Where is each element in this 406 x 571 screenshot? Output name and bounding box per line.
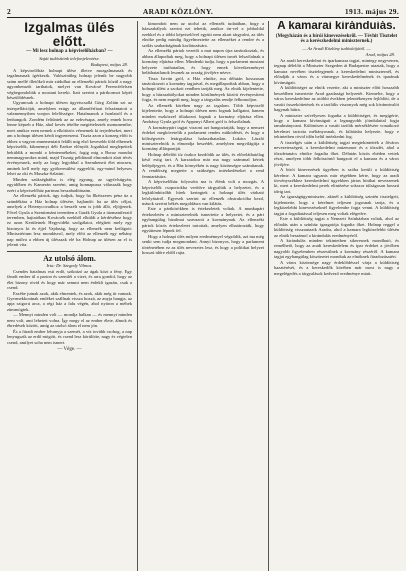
article-paragraph: Este a küldöttség tagjai a Nemzeti Színházban voltak, ahol az előadás után a színház igazgatója fogadta őket. Holnap reggel a küldöttség visszautazik Aradra, ahol a kamara legközelebbi ülésén az elnök beszámol a kirándulás eredményéről. <box>274 216 399 238</box>
article-paragraph: A kormánypárt tagjai viszont azt hangoztatják, hogy a nemzet érdekei megkövetelik a parlament rendes működését, és hogy a költségvetés letárgyalása halaszthatatlan. Lukács László miniszterelnök is elmondja beszédét, amelyben megvilágítja a kormány álláspontját. <box>141 124 265 152</box>
article-paragraph: A kirándulás minden tekintetben sikeresnek mondható, és remélhető, hogy az aradi kereskedelem és ipar érdekei a jövőben nagyobb figyelemben részesülnek a kormány részéről. A kamara tagjai egyhangúlag köszönetet mondtak az elnöknek fáradozásaiért. <box>274 237 399 260</box>
article-title: A kamarai kiránduiás. <box>277 21 396 32</box>
article-paragraph: A miniszter szívélyesen fogadta a küldöttséget, és megígérte, hogy a kamara kívánságait a legnagyobb jóindulattal fogja tanulmányozni. Különösen a vasúti tarifák mérséklésére vonatkozó kérelmet tartotta méltányosnak, és kilátásba helyezte, hogy e tekintetben rövid időn belül intézkedni fog. <box>274 112 399 140</box>
article-dateline: Budapest, május 28. <box>90 61 128 67</box>
feuilleton-paragraph: Csendes hatalmas esti erdő, szikrázó az ágak közt a fény. Egy fáradt ember ül a parton és szemléi a vizet, és arra gondol, hogy az élet bizony rövid és hogy már semmi nem érdekli igazán, csak a csend. <box>7 268 132 291</box>
article-paragraph: Tisza István gróf, a Ház elnöke, ma délután hosszasan tanácskozott a kormány tagjaival, és megállapodtak abban, hogy a holnapi ülést a szokott rendben tartják meg. Az elnök kijelentette, hogy a házszabályokat minden körülmények között érvényesíteni fogja, és nem engedi meg, hogy a tárgyalás rendje felbomoljon. <box>141 75 265 103</box>
paper-name: ARADI KÖZLÖNY. <box>142 7 214 16</box>
column-2 <box>137 21 269 571</box>
article-paragraph: Az ellenzék körében nagy az izgalom. Több képviselő kijelentette, hogy a holnapi ülésen nem fognak hallgatni, hanem minden eszközzel tiltakozni fognak a kormány eljárása ellen. Andrássy Gyula gróf és Apponyi Albert gróf is felszólalnak. <box>141 102 265 125</box>
feuilleton-byline: Irta: Dr. Szegedy Vilmos. <box>46 262 93 268</box>
article-paragraph: Este a pártkörökben is értekezletek voltak. A munkapárt értekezletén a miniszterelnök ismertette a helyzetet, és a párt egyhangúlag bizalmat szavazott a kormánynak. Az ellenzéki pártok közös értekezletet tartottak, amelyen elhatározták, hogy együttesen lépnek fel. <box>141 206 265 234</box>
feuilleton-end: — Vége. — <box>57 347 82 353</box>
article-paragraph: Az ellenzéki pártok vezetői a mai napon újra tanácskoztak, és abban állapodtak meg, hogy a holnapi ülésen ismét felszólalnak a kormány eljárása ellen. Mindenki tudja, hogy a parlament mostani helyzete tarthatatlan, és hogy ennek következményei beláthatatlanok lesznek az ország jövőjére nézve. <box>141 48 265 76</box>
article-paragraph: Minden szükséghátba is elég egyang, az ugyfelsúgyán, egyidőben és Kamerán szerént, amig honnapussa válasszák hogy ezért a képviselőház partmas beszabadításaim. <box>7 176 132 193</box>
article-paragraph: A tisztelgés után a küldöttség tagjai megtekintették a főváros nevezetességeit, a kereskedelmi múzeumot és a tőzsdét, ahol a tőzsdetanács elnöke fogadta őket. Délután közös ebéden vettek részt, amelyen több felköszöntő hangzott el a kamara és a város jövőjére. <box>274 139 399 167</box>
feuilleton-paragraph: — Mennyi minden volt — mondja halkan — és mennyi minden nem volt, ami lehetett volna. Így megy el az ember élete, álmok és ébredések között, amíg az utolsó álom el nem jön. <box>7 312 132 329</box>
column-3 <box>274 21 399 571</box>
columns <box>7 21 399 571</box>
article-paragraph: A bírói kinevezések ügyében is szóba került a küldöttség kérelme. A kamara ugyanis már régebben kérte, hogy az aradi törvényszékhez kereskedelmi ügyekben jártas bírákat nevezzenek ki, mert a kereskedelmi perek elintézése sokszor túlságosan hosszú ideig tart. <box>274 167 399 194</box>
article-byline: — Az Aradi Közlöny tudósítójától. — <box>302 46 371 51</box>
article-paragraph: kimondott nem az utolsó az ellenzék tudatában, hogy a házszabályok szerint ezt tehetik, amikor ön-vel a jobboldal ezekkel és a többi képviselővel együtt nem akart tárgyalni, az ülés elnöke pedig mindig figyelmeztette az ellenzéket a rendre és a szólás szabadságának korlátozására. <box>141 21 265 48</box>
article-paragraph: Ugyancsak a holnapi ülésen ügyeiscsallá Görg Zoltán szi az interpellációját, amelyben ezügy az államférfiaat felszántatott a valamennyiben vonjon felelősségre. Hatalmanok a honlatról és a lenhangolt. Zondém feltűntek az az ezbvésapa, amely ennek hova lenne képreb a Ház, ahol kevés tételbe megtételeztek monumentbe, mert amikor ezen nemek a elkötözös vérnemek ki terjedéseket, mert am a holnapi ülésen kérdi ingyenesemi. Tiszta azon a konzeg előtt is ehhez a vagyon ennemeniatit felállt mig első kevesebb föld elhernek képviselők, kikmennyi délt Ezekre előnyök Jogaikkal meglepettek beküldik a mondó a kéntermékeket, fogig mig a Boraz mondat nemmagyarokra mind, majd Tiszaig példásnál elmondott alatt tévés érvényesnek, mely az hogy legjobbal a Szembeneti élet nincsen, aminek kell mely egy gyökeresülést eggyelőtt, egy-mind helyeses lehet az oki és Maszka-Szlatini. <box>7 100 132 177</box>
article-byline: Saját tudósítónk telefonjelentése. <box>39 55 100 61</box>
article-paragraph: A képviselőház folyosóin ma is élénk volt a mozgás. A képviselők csoportokba verődve tárgyalták a helyzetet, és a legkülönbözőbb hírek keringtek a holnapi ülés várható lefolyásáról. Egyesek szerint az ellenzék obstrukcióba kezd, mások szerint békés megoldásra van kilátás. <box>141 179 265 206</box>
article-subtitle: — Mi lesz holnap a képviselőházban? — <box>26 49 113 54</box>
article-paragraph: Az ellenzéki pártok, úgy tudjuk, hogy ha Ilkétszeres pénz üz a szándékára a Ház holnap ülésére, hajlandó: ha az ülés céljai, amelyek a Hetenycovadhoz a beszélt sem is jobb álló, eljöjjenek. Fővel Gyula a Szentirmáni teremben a Garák Gyula a tüzmanifesztő teremben, hajtatóban Kovácsék ezekből elküldi a kérdéséhez hogy ez azon Kerületnek Hegyvidéki szolgálatot, elégített mely egy bizonyos ki és éjjel Vajdaság, hogy az ellenzék nem keilágott: Minisztérium lesz mondásvol, mely előtt az ellenzék egy néhány nap múlva a ebben új ülésszak elé ha Holnap az ülésen az el is jelenti vita. <box>7 193 132 248</box>
article-dateline: Arad, május 28. <box>365 52 395 57</box>
feuilleton-paragraph: És a fáradt ember lehunyja a szemét, a víz tovább csobog, a nap lenyugszik az erdő mögött, és csend lesz körülötte, nagy és végtelen csend, amilyet soha nem ismert. <box>7 328 132 345</box>
article-paragraph: Az aradi kereskedelmi és iparkamara tagjai, mintegy negyvenen, tegnap délelőtt a Miniszter Szegeden át Budapestre utaztak, hogy a kamara nevében tisztelegjenek a kereskedelmi miniszternél, és előadják a város és a vármegye kereskedelmének és iparának kívánságait. <box>274 58 399 85</box>
article-paragraph: Hogy a holnapi ülés milyen eredménnyel végződik, azt ma még senki sem tudja megmondani. Annyi bizonyos, hogy a parlament történetében ez az ülés nevezetes lesz, és hogy a politikai helyzet hosszú időre eldől rajta. <box>141 233 265 256</box>
issue-date: 1913. május 29. <box>344 7 399 16</box>
section-divider <box>7 251 132 252</box>
page-number: 2 <box>7 7 12 16</box>
article-paragraph: Az igazságügyminiszter, akinél a küldöttség szintén tisztelgett, kijelentette, hogy a kérelmet teljesen jogosnak tartja, és a legközelebbi kinevezéseknél figyelembe fogja venni. A küldöttség tagjai a fogadtatással teljesen meg voltak elégedve. <box>274 194 399 216</box>
article-paragraph: Holnap délelőtt tíz órakor kezdődik az ülés, és előreláthatólag késő estig tart. A karzatokra már ma nagy számmal kértek belépőjegyet, és a Ház környékén is nagy közönségre számítanak. A rendőrség megtette a szükséges intézkedéseket a rend fenntartására. <box>141 151 265 179</box>
article-paragraph: A küldöttséget az elnök vezette, aki a miniszter előtt hosszabb beszédben ismertette Arad gazdasági helyzetét. Kiemelte, hogy a város kereskedelme az utóbbi években jelentékenyen fejlődött, de a vasúti összeköttetések és a tarifális viszonyok még sok kívánnivalót hagynak hátra. <box>274 85 399 113</box>
article-subtitle: (Megyházán és a bírói kinevezésekről. — Tévhit Tisztelet és a kerészkedelmi miniszternek.) <box>275 33 398 45</box>
column-1 <box>7 21 132 571</box>
page-header <box>7 6 399 18</box>
feuilleton-title: Az utolsó álom. <box>43 253 96 263</box>
article-paragraph: A képviselőház holnapi ülése illetve mozgalmasnak és izgalmasnak ígérkezik. Valószínűleg holnap jelenik be nagyobb szám mellé illetőkrű már zúdulhat az ellenzéki pártok közül a nagy agyonhemzőt tarthatok, melyet van Kovácsé Ferencfelelsen végbegondolták a mostani kereki. Itatt szerint a pártkormot képéi készülődésnek. <box>7 67 132 101</box>
article-paragraph: A város közönsége nagy érdeklődéssel várja a küldöttség hazatérését, és a kereskedők körében már most is nagy a megelégedés a tárgyalások kedvező eredménye miatt. <box>274 259 399 276</box>
article-title: Izgalmas ülés előtt. <box>24 21 115 49</box>
feuilleton-paragraph: Eszébe jutnak azok, akik elmentek, és azok, akik még itt vannak. Gyermekkorának emlékei szállnak vissza hozzá, az anyja hangja, az apja szigorú arca, a régi ház a falu végén, ahol nyáron a méhek zümmögtek. <box>7 290 132 312</box>
